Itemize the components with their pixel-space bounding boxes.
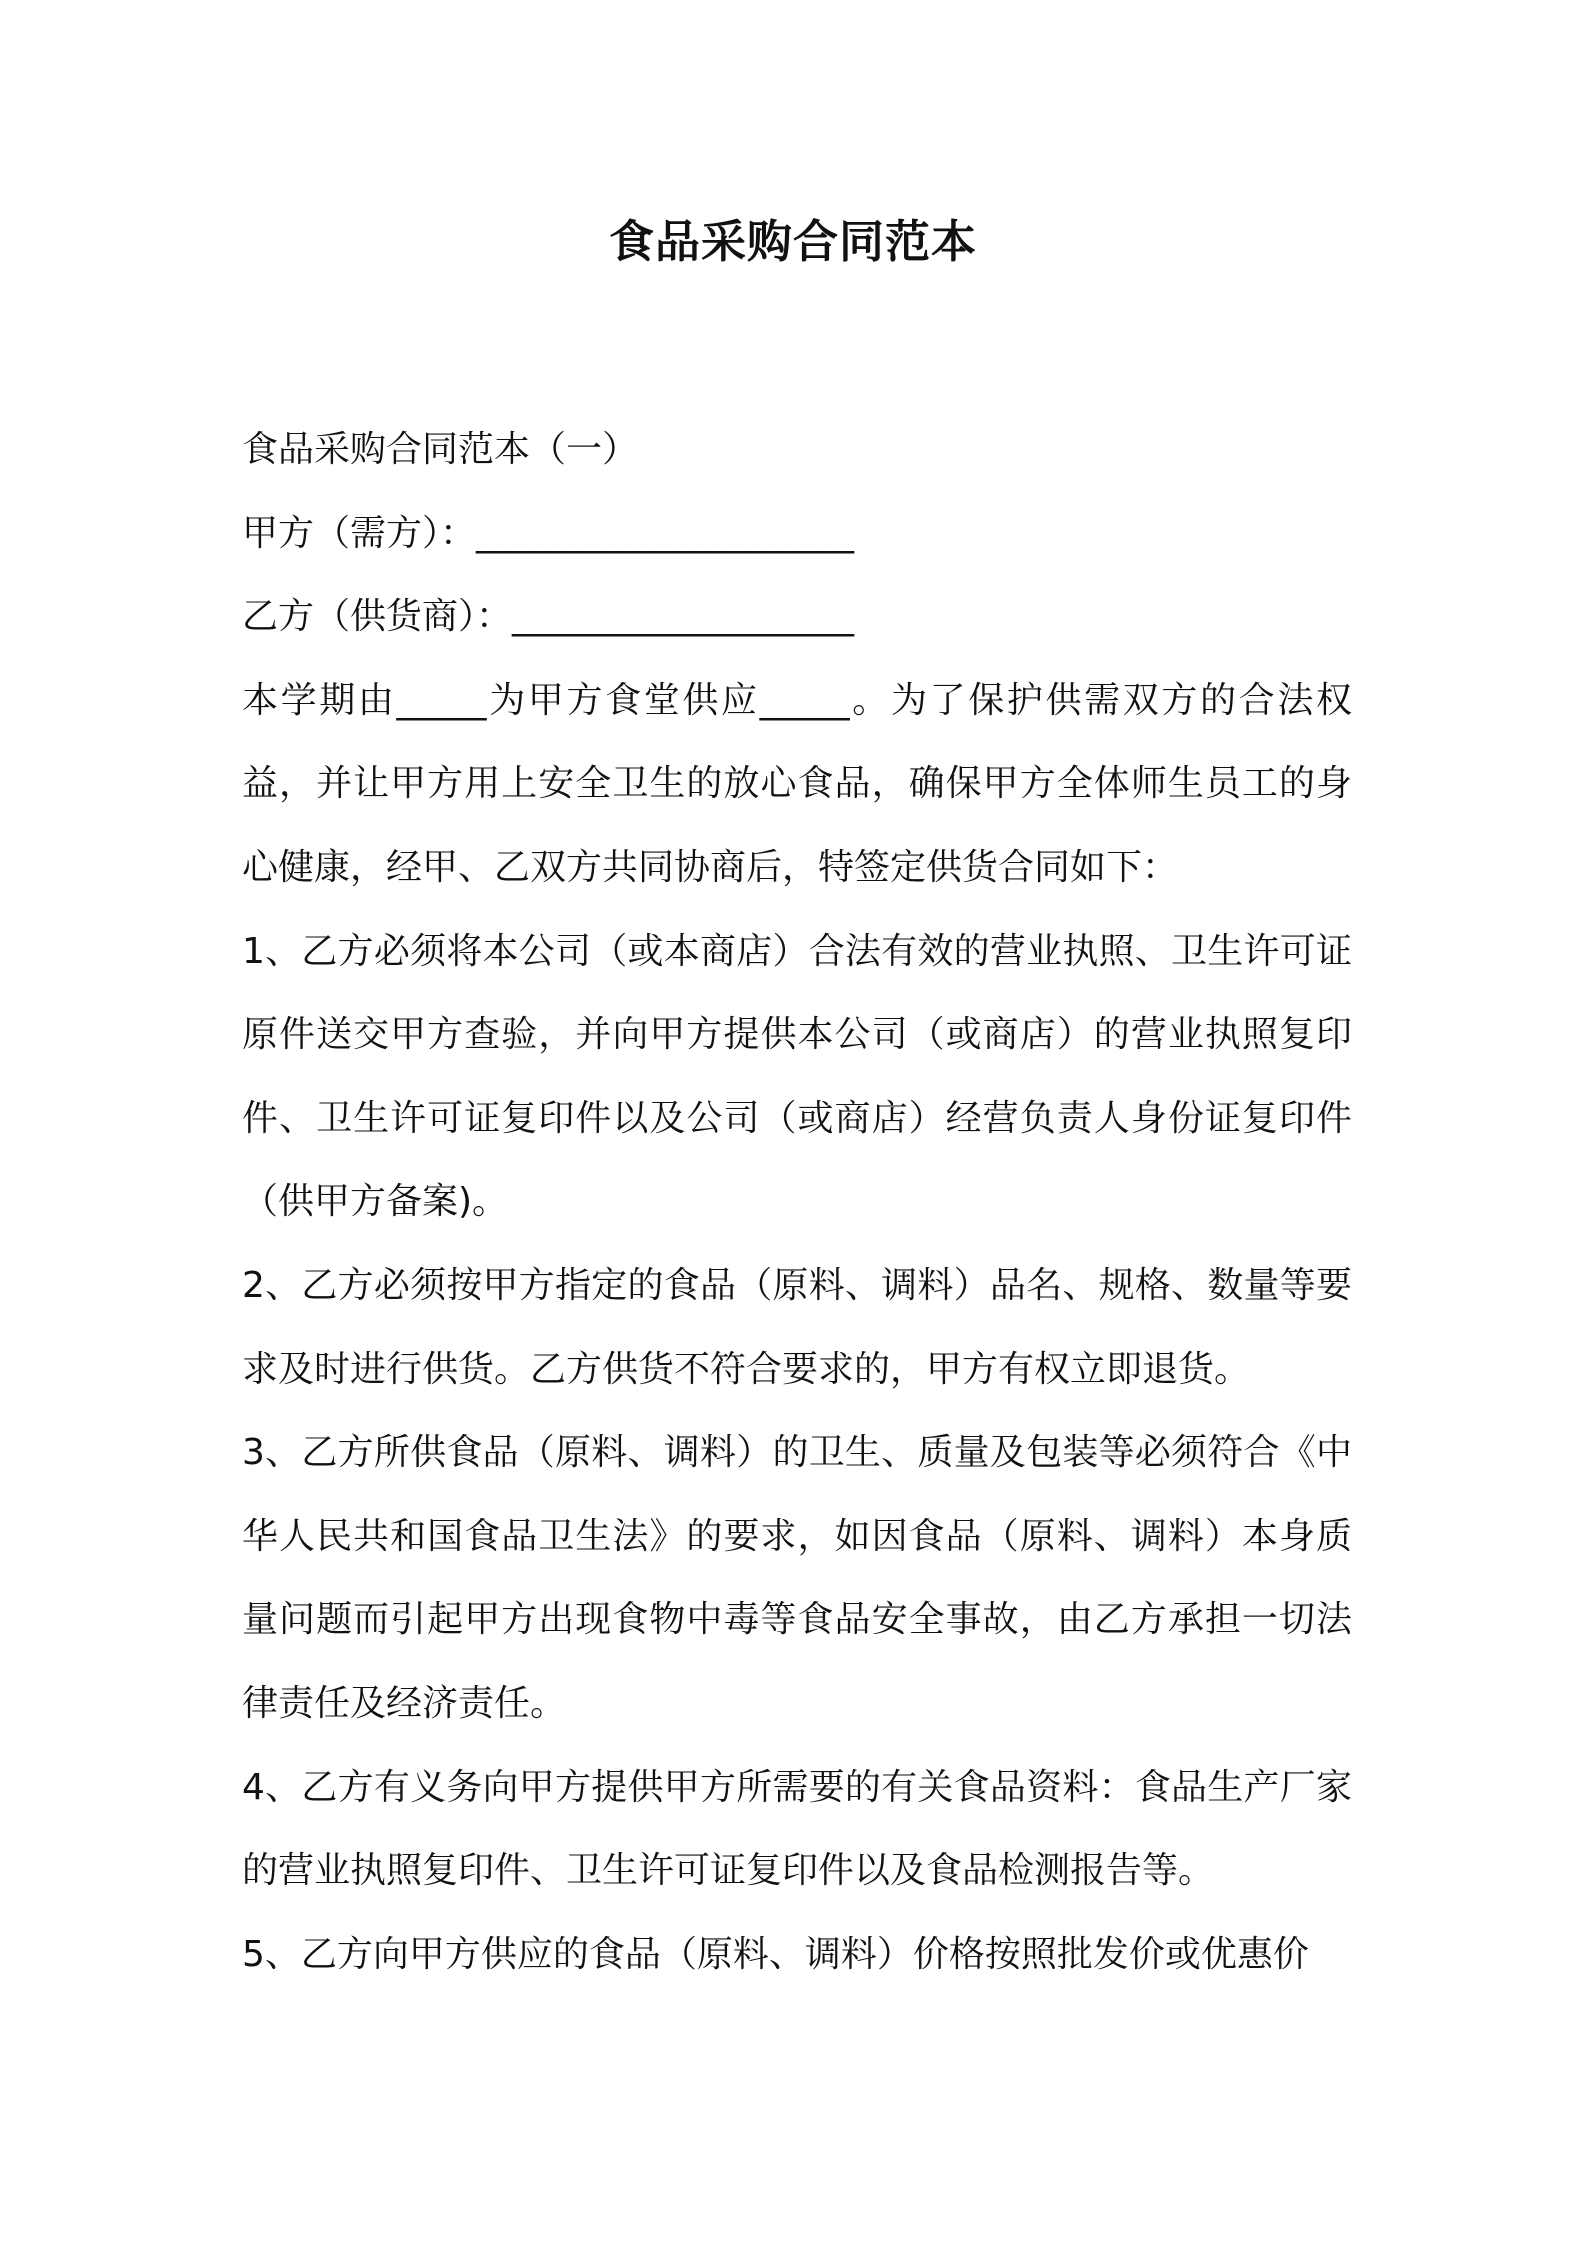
clause-1: 1、乙方必须将本公司（或本商店）合法有效的营业执照、卫生许可证原件送交甲方查验，并向甲方提供本公司（或商店）的营业执照复印件、卫生许可证复印件以及公司（或商店）经营负责人身份证复印件（供甲方备案)。: [242, 930, 1352, 1223]
clause-4: 4、乙方有义务向甲方提供甲方所需要的有关食品资料：食品生产厂家的营业执照复印件、卫生许可证复印件以及食品检测报告等。: [242, 1766, 1352, 1892]
section-heading: 食品采购合同范本（一）: [242, 429, 639, 470]
clause-2: 2、乙方必须按甲方指定的食品（原料、调料）品名、规格、数量等要求及时进行供货。乙方供货不符合要求的，甲方有权立即退货。: [242, 1264, 1352, 1390]
preamble-paragraph: 本学期由_____为甲方食堂供应_____。为了保护供需双方的合法权益，并让甲方用上安全卫生的放心食品，确保甲方全体师生员工的身心健康，经甲、乙双方共同协商后，特签定供货合同如下：: [242, 679, 1352, 888]
document-title: 食品采购合同范本: [608, 215, 977, 268]
party-b-line: 乙方（供货商）：___________________: [242, 596, 855, 638]
clause-5: 5、乙方向甲方供应的食品（原料、调料）价格按照批发价或优惠价: [242, 1933, 1309, 1975]
document-body: [242, 408, 1352, 1996]
clause-3: 3、乙方所供食品（原料、调料）的卫生、质量及包装等必须符合《中华人民共和国食品卫生法》的要求，如因食品（原料、调料）本身质量问题而引起甲方出现食物中毒等食品安全事故，由乙方承担一切法律责任及经济责任。: [242, 1432, 1352, 1724]
party-a-line: 甲方（需方）：_____________________: [242, 512, 855, 554]
